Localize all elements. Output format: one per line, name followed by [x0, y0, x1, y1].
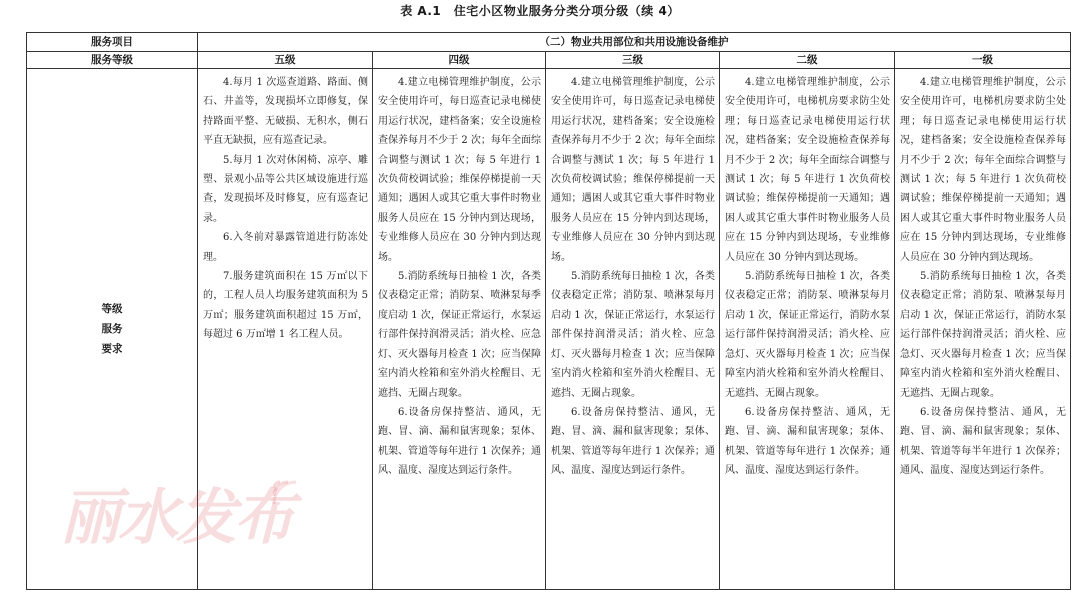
requirement-paragraph: 4.每月 1 次巡查道路、路面、侧石、井盖等，发现损坏立即修复，保持路面平整、无破损、无积水，侧石平直无缺损，应有巡查记录。 — [203, 77, 368, 147]
table-title: 表 A.1 住宅小区物业服务分类分项分级（续 4） — [400, 4, 680, 18]
requirement-paragraph: 6.设备房保持整洁、通风，无跑、冒、滴、漏和鼠害现象；泵体、机架、管道等每年进行 1 次保养；通风、温度、湿度达到运行条件。 — [725, 406, 890, 477]
grade-4-requirements — [373, 69, 546, 590]
requirement-paragraph: 4.建立电梯管理维护制度，公示安全使用许可，每日巡查记录电梯使用运行状况，建档备案；安全设施检查保养每月不少于 2 次；每年全面综合调整与测试 1 次；每 5 年进行 1 次负荷校调试验；维保停梯提前一天通知；遇困人或其它重大事件时物业服务人员应在 15 分钟内到达现场，专业维修人员应在 30 分钟内到达现场。 — [378, 77, 541, 263]
requirement-paragraph: 5.消防系统每日抽检 1 次，各类仪表稳定正常；消防泵、喷淋泵每月启动 1 次，保证正常运行，消防水泵运行部件保持润滑灵活；消火栓、应急灯、灭火器每月检查 1 次；应当保障室内消火栓箱和室外消火栓醒目、无遮挡、无圈占现象。 — [900, 271, 1066, 399]
requirement-paragraph: 6.入冬前对暴露管道进行防冻处理。 — [203, 232, 368, 263]
requirements-label — [27, 69, 198, 590]
requirement-paragraph: 6.设备房保持整洁、通风，无跑、冒、滴、漏和鼠害现象；泵体、机架、管道等每年进行 1 次保养；通风、温度、湿度达到运行条件。 — [551, 406, 715, 477]
header-row-service-grade — [27, 52, 1071, 69]
requirement-paragraph: 4.建立电梯管理维护制度，公示安全使用许可，电梯机房要求防尘处理；每日巡查记录电梯使用运行状况，建档备案；安全设施检查保养每月不少于 2 次；每年全面综合调整与测试 1 次；每 5 年进行 1 次负荷校调试验；维保停梯提前一天通知；遇困人或其它重大事件时物业服务人员应在 15 分钟内到达现场，专业维修人员应在 30 分钟内到达现场。 — [900, 77, 1066, 263]
requirement-paragraph: 4.建立电梯管理维护制度，公示安全使用许可，每日巡查记录电梯使用运行状况，建档备案；安全设施检查保养每月不少于 2 次；每年全面综合调整与测试 1 次；每 5 年进行 1 次负荷校调试验；维保停梯提前一天通知；遇困人或其它重大事件时物业服务人员应在 15 分钟内到达现场，专业维修人员应在 30 分钟内到达现场。 — [551, 77, 715, 263]
grade-header-2: 二级 — [720, 52, 895, 69]
header-row-service-item — [27, 33, 1071, 52]
grade-2-requirements — [720, 69, 895, 590]
grade-header-4: 四级 — [373, 52, 546, 69]
requirement-paragraph: 5.消防系统每日抽检 1 次，各类仪表稳定正常；消防泵、喷淋泵每月启动 1 次，保证正常运行，水泵运行部件保持润滑灵活；消火栓、应急灯、灭火器每月检查 1 次；应当保障室内消火栓箱和室外消火栓醒目、无遮挡、无圈占现象。 — [551, 271, 715, 399]
requirements-label-line: 等级 — [101, 303, 123, 315]
service-item-label: 服务项目 — [27, 33, 198, 52]
requirement-paragraph: 6.设备房保持整洁、通风，无跑、冒、滴、漏和鼠害现象；泵体、机架、管道等每年进行 1 次保养；通风、温度、湿度达到运行条件。 — [378, 406, 541, 477]
grade-header-3: 三级 — [546, 52, 720, 69]
requirement-paragraph: 6.设备房保持整洁、通风，无跑、冒、滴、漏和鼠害现象；泵体、机架、管道等每半年进行 1 次保养；通风、温度、湿度达到运行条件。 — [900, 406, 1066, 477]
grade-header-5: 五级 — [198, 52, 373, 69]
requirement-paragraph: 4.建立电梯管理维护制度，公示安全使用许可，电梯机房要求防尘处理；每日巡查记录电梯使用运行状况，建档备案；安全设施检查保养每月不少于 2 次；每年全面综合调整与测试 1 次；每 5 年进行 1 次负荷校调试验；维保停梯提前一天通知；遇困人或其它重大事件时物业服务人员应在 15 分钟内到达现场，专业维修人员应在 30 分钟内到达现场。 — [725, 77, 890, 263]
service-grade-label: 服务等级 — [27, 52, 198, 69]
requirement-paragraph: 5.消防系统每日抽检 1 次，各类仪表稳定正常；消防泵、喷淋泵每季度启动 1 次，保证正常运行，水泵运行部件保持润滑灵活；消火栓、应急灯、灭火器每月检查 1 次；应当保障室内消火栓箱和室外消火栓醒目、无遮挡、无圈占现象。 — [378, 271, 541, 399]
grade-3-requirements — [546, 69, 720, 590]
requirement-paragraph: 5.每月 1 次对休闲椅、凉亭、雕塑、景观小品等公共区域设施进行巡查，发现损坏及时修复，应有巡查记录。 — [203, 154, 368, 224]
requirements-label-line: 要求 — [101, 343, 123, 355]
signal-wave-icon — [268, 470, 302, 504]
service-item-value: （二）物业共用部位和共用设施设备维护 — [198, 33, 1071, 52]
grade-5-requirements — [198, 69, 373, 590]
grade-1-requirements — [895, 69, 1071, 590]
watermark-text: 丽水发布 — [60, 483, 292, 553]
requirements-label-line: 服务 — [101, 323, 123, 335]
requirement-paragraph: 7.服务建筑面积在 15 万㎡以下的，工程人员人均服务建筑面积为 5 万㎡；服务建筑面积超过 15 万㎡，每超过 6 万㎡增 1 名工程人员。 — [203, 271, 368, 341]
grade-header-1: 一级 — [895, 52, 1071, 69]
requirement-paragraph: 5.消防系统每日抽检 1 次，各类仪表稳定正常；消防泵、喷淋泵每月启动 1 次，保证正常运行，消防水泵运行部件保持润滑灵活；消火栓、应急灯、灭火器每月检查 1 次；应当保障室内消火栓箱和室外消火栓醒目、无遮挡、无圈占现象。 — [725, 271, 890, 399]
requirements-row — [27, 69, 1071, 590]
service-grade-table — [26, 32, 1071, 590]
